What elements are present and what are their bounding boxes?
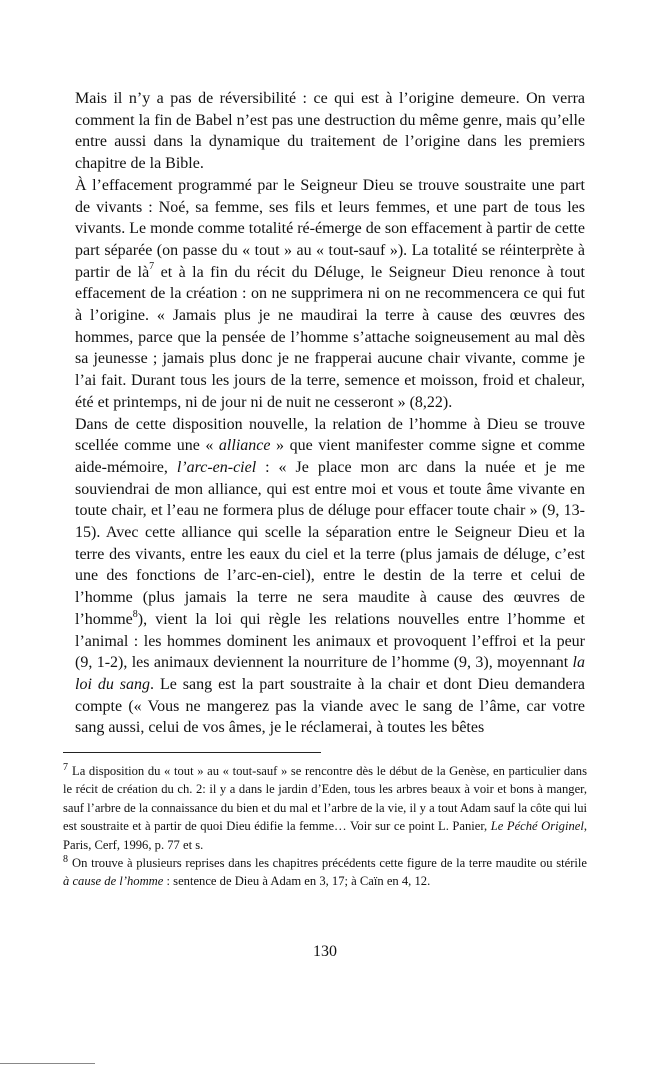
paragraph-3: Dans de cette disposition nouvelle, la relation de l’homme à Dieu se trouve scellée comme une « alliance » que vient manifester comme signe et comme aide-mémoire, l’arc-en-ciel : « Je place mon arc dans la nuée et je me souviendrai de mon alliance, qui est entre moi et vous et toute âme vivante en toute chair, et l’eau ne formera plus de déluge pour effacer toute chair » (9, 13-15). Avec cette alliance qui scelle la séparation entre le Seigneur Dieu et la terre des vivants, entre les eaux du ciel et la terre (plus jamais de déluge, c’est une des fonctions de l’arc-en-ciel), entre le destin de la terre et celui de l’homme (plus jamais la terre ne sera maudite à cause des œuvres de l’homme$^8$), vient la loi qui règle les relations nouvelles entre l’homme et l’animal : les hommes dominent les animaux et provoquent l’effroi et la peur (9, 1-2), les animaux deviennent la nourriture de l’homme (9, 3), moyennant la loi du sang. Le sang est la part soustraite à la chair et dont Dieu demandera compte (« Vous ne mangerez pas la viande avec le sang de l’âme, car votre sang aussi, celui de vos âmes, je le réclamerai, à toutes les bêtes xyxy=(75,415,586,737)
footnote-separator xyxy=(63,752,321,753)
footnote-7: $^7$ La disposition du « tout » au « tout-sauf » se rencontre dès le début de la Genèse, en particulier dans le récit de création du ch. 2: il y a dans le jardin d’Eden, tous les arbres beaux à voir et bons à manger, sauf l’arbre de la connaissance du bien et du mal et l’arbre de la vie, il y a tout Adam sauf la côte qui lui est soustraite et à partir de quoi Dieu édifie la femme… Voir sur ce point L. Panier, Le Péché Originel, Paris, Cerf, 1996, p. 77 et s. xyxy=(63,761,588,852)
paragraph-2: À l’effacement programmé par le Seigneur Dieu se trouve soustraite une part de vivants : Noé, sa femme, ses fils et leurs femmes, et une part de tous les vivants. Le monde comme totalité ré-émerge de son effacement à partir de cette part séparée (on passe du « tout » au « tout-sauf »). La totalité se réinterprète à partir de $là^7$ et à la fin du récit du Déluge, le Seigneur Dieu renonce à tout effacement de la création : on ne supprimera ni on ne recommencera ce qui fut à l’origine. « Jamais plus je ne maudirai la terre à cause des œuvres des hommes, parce que la pensée de l’homme s’attache soigneusement au mal dès sa jeunesse ; jamais plus donc je ne frapperai aucune chair vivante, comme je l’ai fait. Durant tous les jours de la terre, semence et moisson, froid et chaleur, été et printemps, ni de jour ni de nuit ne cesseront » (8,22). xyxy=(75,176,585,411)
footnote-ref-7[interactable]: 7 xyxy=(149,261,155,273)
scan-edge-line xyxy=(0,1063,95,1064)
footnote-ref-8[interactable]: 8 xyxy=(132,608,138,620)
main-text xyxy=(75,88,585,739)
paragraph-1: Mais il n’y a pas de réversibilité : ce qui est à l’origine demeure. On verra comment la fin de Babel n’est pas une destruction du même genre, mais qu’elle entre aussi dans la dynamique du traitement de l’origine dans les premiers chapitre de la Bible. xyxy=(75,90,585,173)
footnote-8: $^8$ On trouve à plusieurs reprises dans les chapitres précédents cette figure de la terre maudite ou stérile à cause de l’homme : sentence de Dieu à Adam en 3, 17; à Caïn en 4, 12. xyxy=(63,853,587,889)
page-number: 130 xyxy=(313,943,337,960)
footnotes xyxy=(63,762,587,891)
